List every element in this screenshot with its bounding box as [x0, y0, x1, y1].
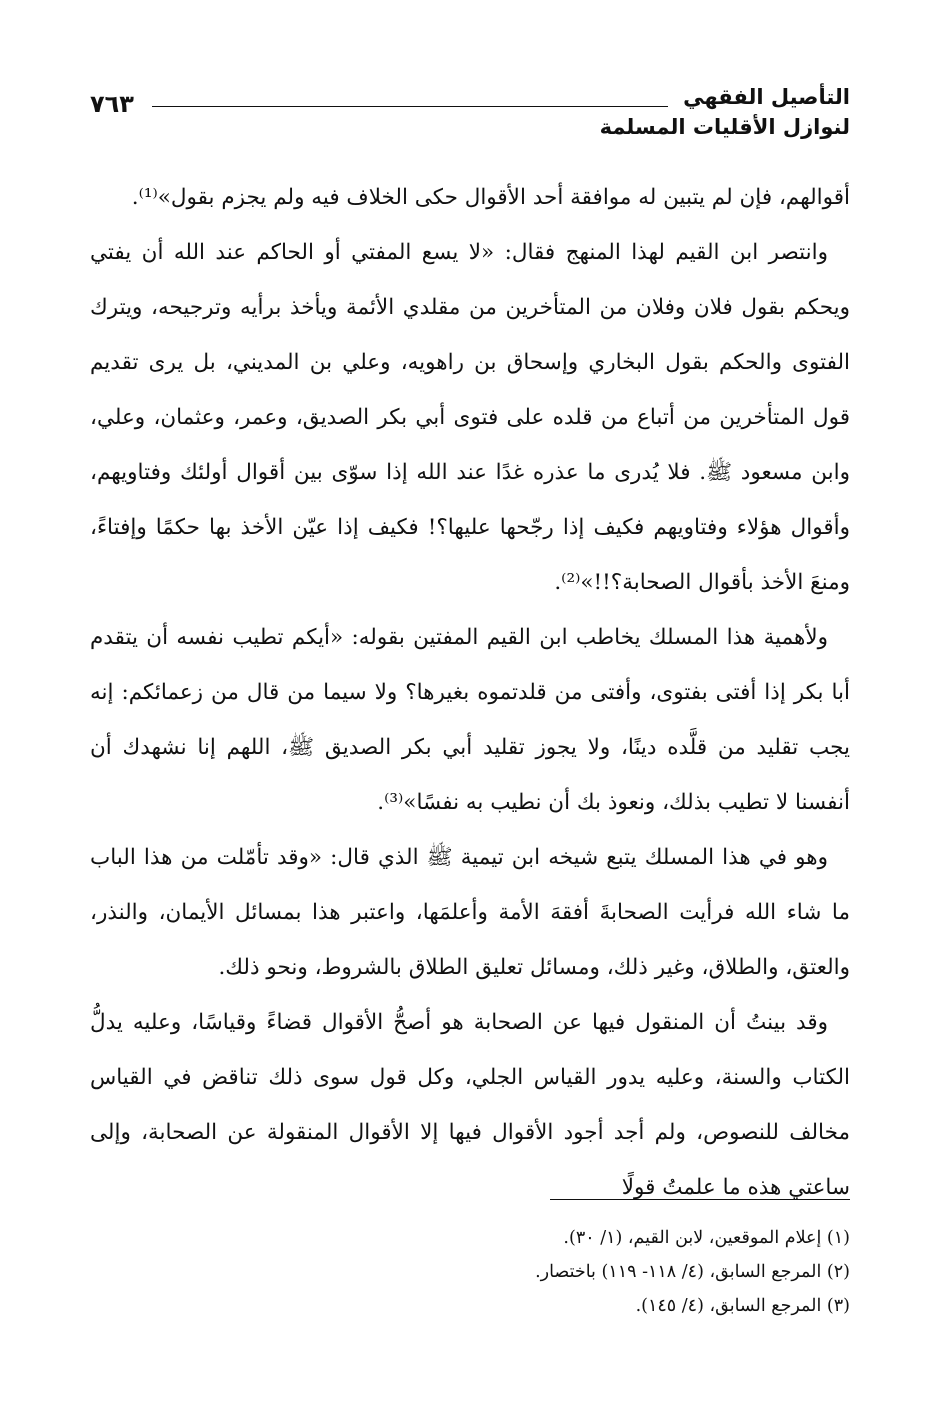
footnote-separator: [550, 1199, 850, 1200]
footnote-2: (٢) المرجع السابق، (٤/ ١١٨- ١١٩) باختصار.: [535, 1262, 850, 1282]
paragraph-1: أقوالهم، فإن لم يتبين له موافقة أحد الأقوال حكى الخلاف فيه ولم يجزم بقول»⁽¹⁾.: [131, 185, 850, 210]
book-title-line-2: لنوازل الأقليات المسلمة: [599, 115, 850, 139]
book-title-line-1: التأصيل الفقهي: [683, 85, 850, 109]
main-text: [90, 170, 850, 1215]
footnotes: [350, 1221, 850, 1323]
header-rule: [152, 106, 668, 107]
footnote-1: (١) إعلام الموقعين، لابن القيم، (١/ ٣٠).: [563, 1228, 850, 1248]
book-title: [600, 82, 850, 142]
paragraph-5: وقد بينتُ أن المنقول فيها عن الصحابة هو أصحُّ الأقوال قضاءً وقياسًا، وعليه يدلُّ الكتاب والسنة، وعليه يدور القياس الجلي، وكل قول سوى ذلك تناقض في القياس مخالف للنصوص، ولم أجد أجود الأقوال فيها إلا الأقوال المنقولة عن الصحابة، وإلى ساعتي هذه ما علمتُ قولًا: [90, 1010, 850, 1200]
paragraph-3: ولأهمية هذا المسلك يخاطب ابن القيم المفتين بقوله: «أيكم تطيب نفسه أن يتقدم أبا بكر إذا أفتى بفتوى، وأفتى من قلدتموه بغيرها؟ ولا سيما من قال من زعمائكم: إنه يجب تقليد من قلَّده دينًا، ولا يجوز تقليد أبي بكر الصديق ﷺ، اللهم إنا نشهدك أن أنفسنا لا تطيب بذلك، ونعوذ بك أن نطيب به نفسًا»⁽³⁾.: [90, 625, 851, 815]
page-number: ٧٦٣: [90, 90, 134, 118]
paragraph-4: وهو في هذا المسلك يتبع شيخه ابن تيمية ﷺ الذي قال: «وقد تأمّلت من هذا الباب ما شاء الله فرأيت الصحابةَ أفقهَ الأمة وأعلمَها، واعتبر هذا بمسائل الأيمان، والنذر، والعتق، والطلاق، وغير ذلك، ومسائل تعليق الطلاق بالشروط، ونحو ذلك.: [90, 845, 850, 980]
running-header: [90, 82, 850, 154]
footnote-3: (٣) المرجع السابق، (٤/ ١٤٥).: [635, 1296, 850, 1316]
paragraph-2: وانتصر ابن القيم لهذا المنهج فقال: «لا يسع المفتي أو الحاكم عند الله أن يفتي ويحكم بقول فلان وفلان من المتأخرين من مقلدي الأئمة ويأخذ برأيه وترجيحه، ويترك الفتوى والحكم بقول البخاري وإسحاق بن راهويه، وعلي بن المديني، بل يرى تقديم قول المتأخرين من أتباع من قلده على فتوى أبي بكر الصديق، وعمر، وعثمان، وعلي، وابن مسعود ﷺ. فلا يُدرى ما عذره غدًا عند الله إذا سوّى بين أقوال أولئك وفتاويهم، وأقوال هؤلاء وفتاويهم فكيف إذا رجّحها عليها؟! فكيف إذا عيّن الأخذ بها حكمًا وإفتاءً، ومنعَ الأخذ بأقوال الصحابة؟!!»⁽²⁾.: [90, 240, 850, 595]
